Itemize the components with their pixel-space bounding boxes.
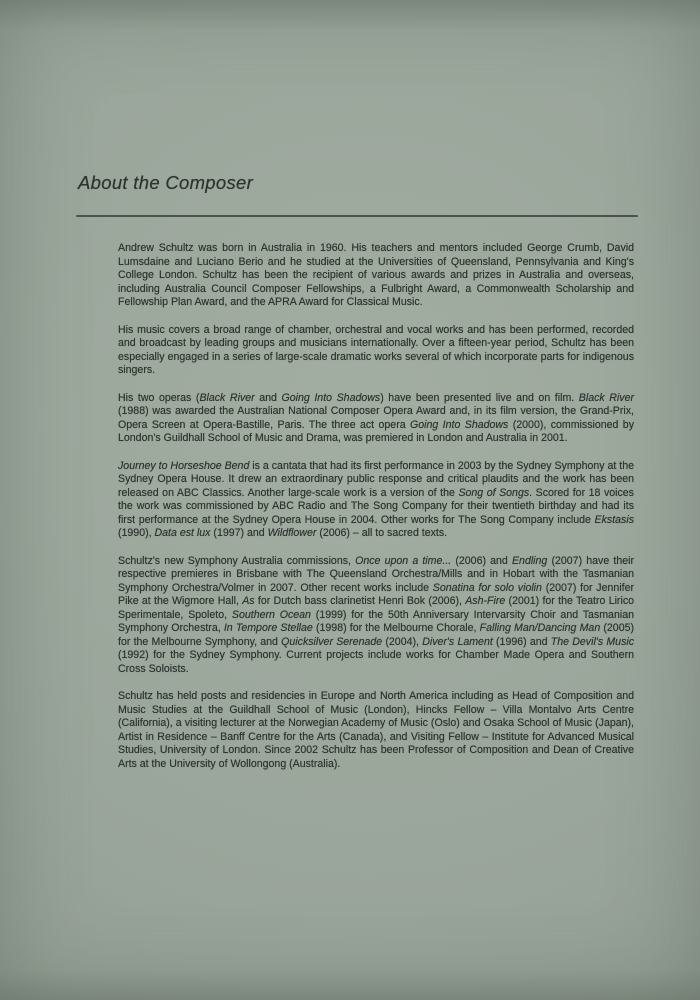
body-text-run: His two operas ( [118,391,200,404]
work-title-text: Sonatina for solo violin [432,581,542,594]
paragraph [118,392,634,446]
body-text-run: (1988) was awarded the Australian National Composer Opera Award and, in its film version, the Grand-Prix, Opera Screen at Opera-Bastille, Paris. The three act opera [118,405,634,431]
work-title-text: Song of Songs [458,486,530,499]
body-text-run: (2006) and [451,554,512,567]
body-text-run: (2004), [382,635,423,648]
body-text-run: (1992) for the Sydney Symphony. Current projects include works for Chamber Made Opera and Southern Cross Soloists. [118,649,634,675]
work-title-text: Data est lux [154,527,211,539]
body-text-run: (2006) – all to sacred texts. [316,527,448,539]
work-title-text: Ekstasis [594,513,634,526]
page-title: About the Composer [78,172,254,193]
title-divider-rule [76,215,638,217]
body-text-run: Schultz's new Symphony Australia commissions, [118,554,356,567]
body-text-run: (2000), commissioned by London's Guildhall School of Music and Drama, was premiered in London and Australia in 2001. [118,418,635,444]
work-title-text: Quicksilver Serenade [281,635,383,648]
body-text-run: (1999) for the 50th Anniversary Intervarsity Choir and Tasmanian Symphony Orchestra, [118,608,634,634]
body-text-run: Schultz has held posts and residencies in Europe and North America including as Head of Composition and Music Studies at the Guildhall School of Music (London), Hincks Fellow – Villa Montalvo Arts Centre (California), a visiting lecturer at the Norwegian Academy of Music (Oslo) and Osaka School of Music (Japan), Artist in Residence – Banff Centre for the Arts (Canada), and Visiting Fellow – Institute for Advanced Musical Studies, University of London. Since 2002 Schultz has been Professor of Composition and Dean of Creative Arts at the University of Wollongong (Australia). [118,690,634,770]
work-title-text: Black River [578,391,635,404]
paragraph [118,690,634,771]
body-text-run: . Scored for 18 voices the work was commissioned by ABC Radio and The Song Company for their twentieth birthday and had its first performance at the Sydney Opera House in 2004. Other works for The Song Company include [118,486,634,526]
work-title-text: Ash-Fire [465,595,506,607]
body-text-run: (1990), [118,527,155,539]
work-title-text: In Tempore Stellae [223,622,313,634]
work-title-text: Journey to Horseshoe Bend [118,459,250,472]
paragraph [118,242,634,310]
body-text-run: (1997) and [210,527,268,539]
paragraph [118,324,634,378]
work-title-text: Black River [199,391,255,404]
paragraph [118,460,634,541]
paragraph [118,555,634,677]
body-text-run: (2007) for Jennifer Pike at the Wigmore Hall, [118,581,634,607]
work-title-text: Going Into Shadows [410,418,509,431]
body-text-run: ) have been presented live and on film. [380,391,579,404]
work-title-text: The Devil's Music [550,635,635,648]
body-text-run: Andrew Schultz was born in Australia in 1960. His teachers and mentors included George Crumb, David Lumsdaine and Luciano Berio and he studied at the Universities of Queensland, Pennsylvania and King's College London. Schultz has been the recipient of various awards and prizes in Australia and overseas, including Australia Council Composer Fellowships, a Fulbright Award, a Commonwealth Scholarship and Fellowship Plan Award, and the APRA Award for Classical Music. [118,242,634,308]
body-text-run: and [254,391,282,404]
work-title-text: Going Into Shadows [281,391,381,404]
body-text-run: (2005) for the Melbourne Symphony, and [118,622,635,648]
work-title-text: Wildflower [267,527,317,539]
article-body [118,242,634,771]
work-title-text: Southern Ocean [231,608,311,621]
work-title-text: Once upon a time... [355,554,452,567]
body-text-run: (2007) have their respective premieres in Brisbane with The Queensland Orchestra/Mills and in Hobart with the Tasmanian Symphony Orchestra/Volmer in 2007. Other recent works include [118,554,634,594]
body-text-run: (1996) and [492,635,551,648]
work-title-text: Endling [511,554,548,567]
body-text-run: His music covers a broad range of chamber, orchestral and vocal works and has been performed, recorded and broadcast by leading groups and musicians internationally. Over a fifteen-year period, Schultz has been especially engaged in a series of large-scale dramatic works several of which incorporate parts for indigenous singers. [118,323,634,376]
body-text-run: (2001) for the Teatro Lirico Sperimentale, Spoleto, [118,595,635,621]
work-title-text: Falling Man/Dancing Man [479,622,601,634]
work-title-text: As [242,595,255,607]
body-text-run: is a cantata that had its first performance in 2003 by the Sydney Symphony at the Sydney Opera House. It drew an extraordinary public response and critical plaudits and the work has been released on ABC Classics. Another large-scale work is a version of the [118,459,635,499]
body-text-run: for Dutch bass clarinetist Henri Bok (2006), [254,595,466,607]
body-text-run: (1998) for the Melbourne Chorale, [312,622,480,634]
work-title-text: Diver's Lament [422,635,493,648]
